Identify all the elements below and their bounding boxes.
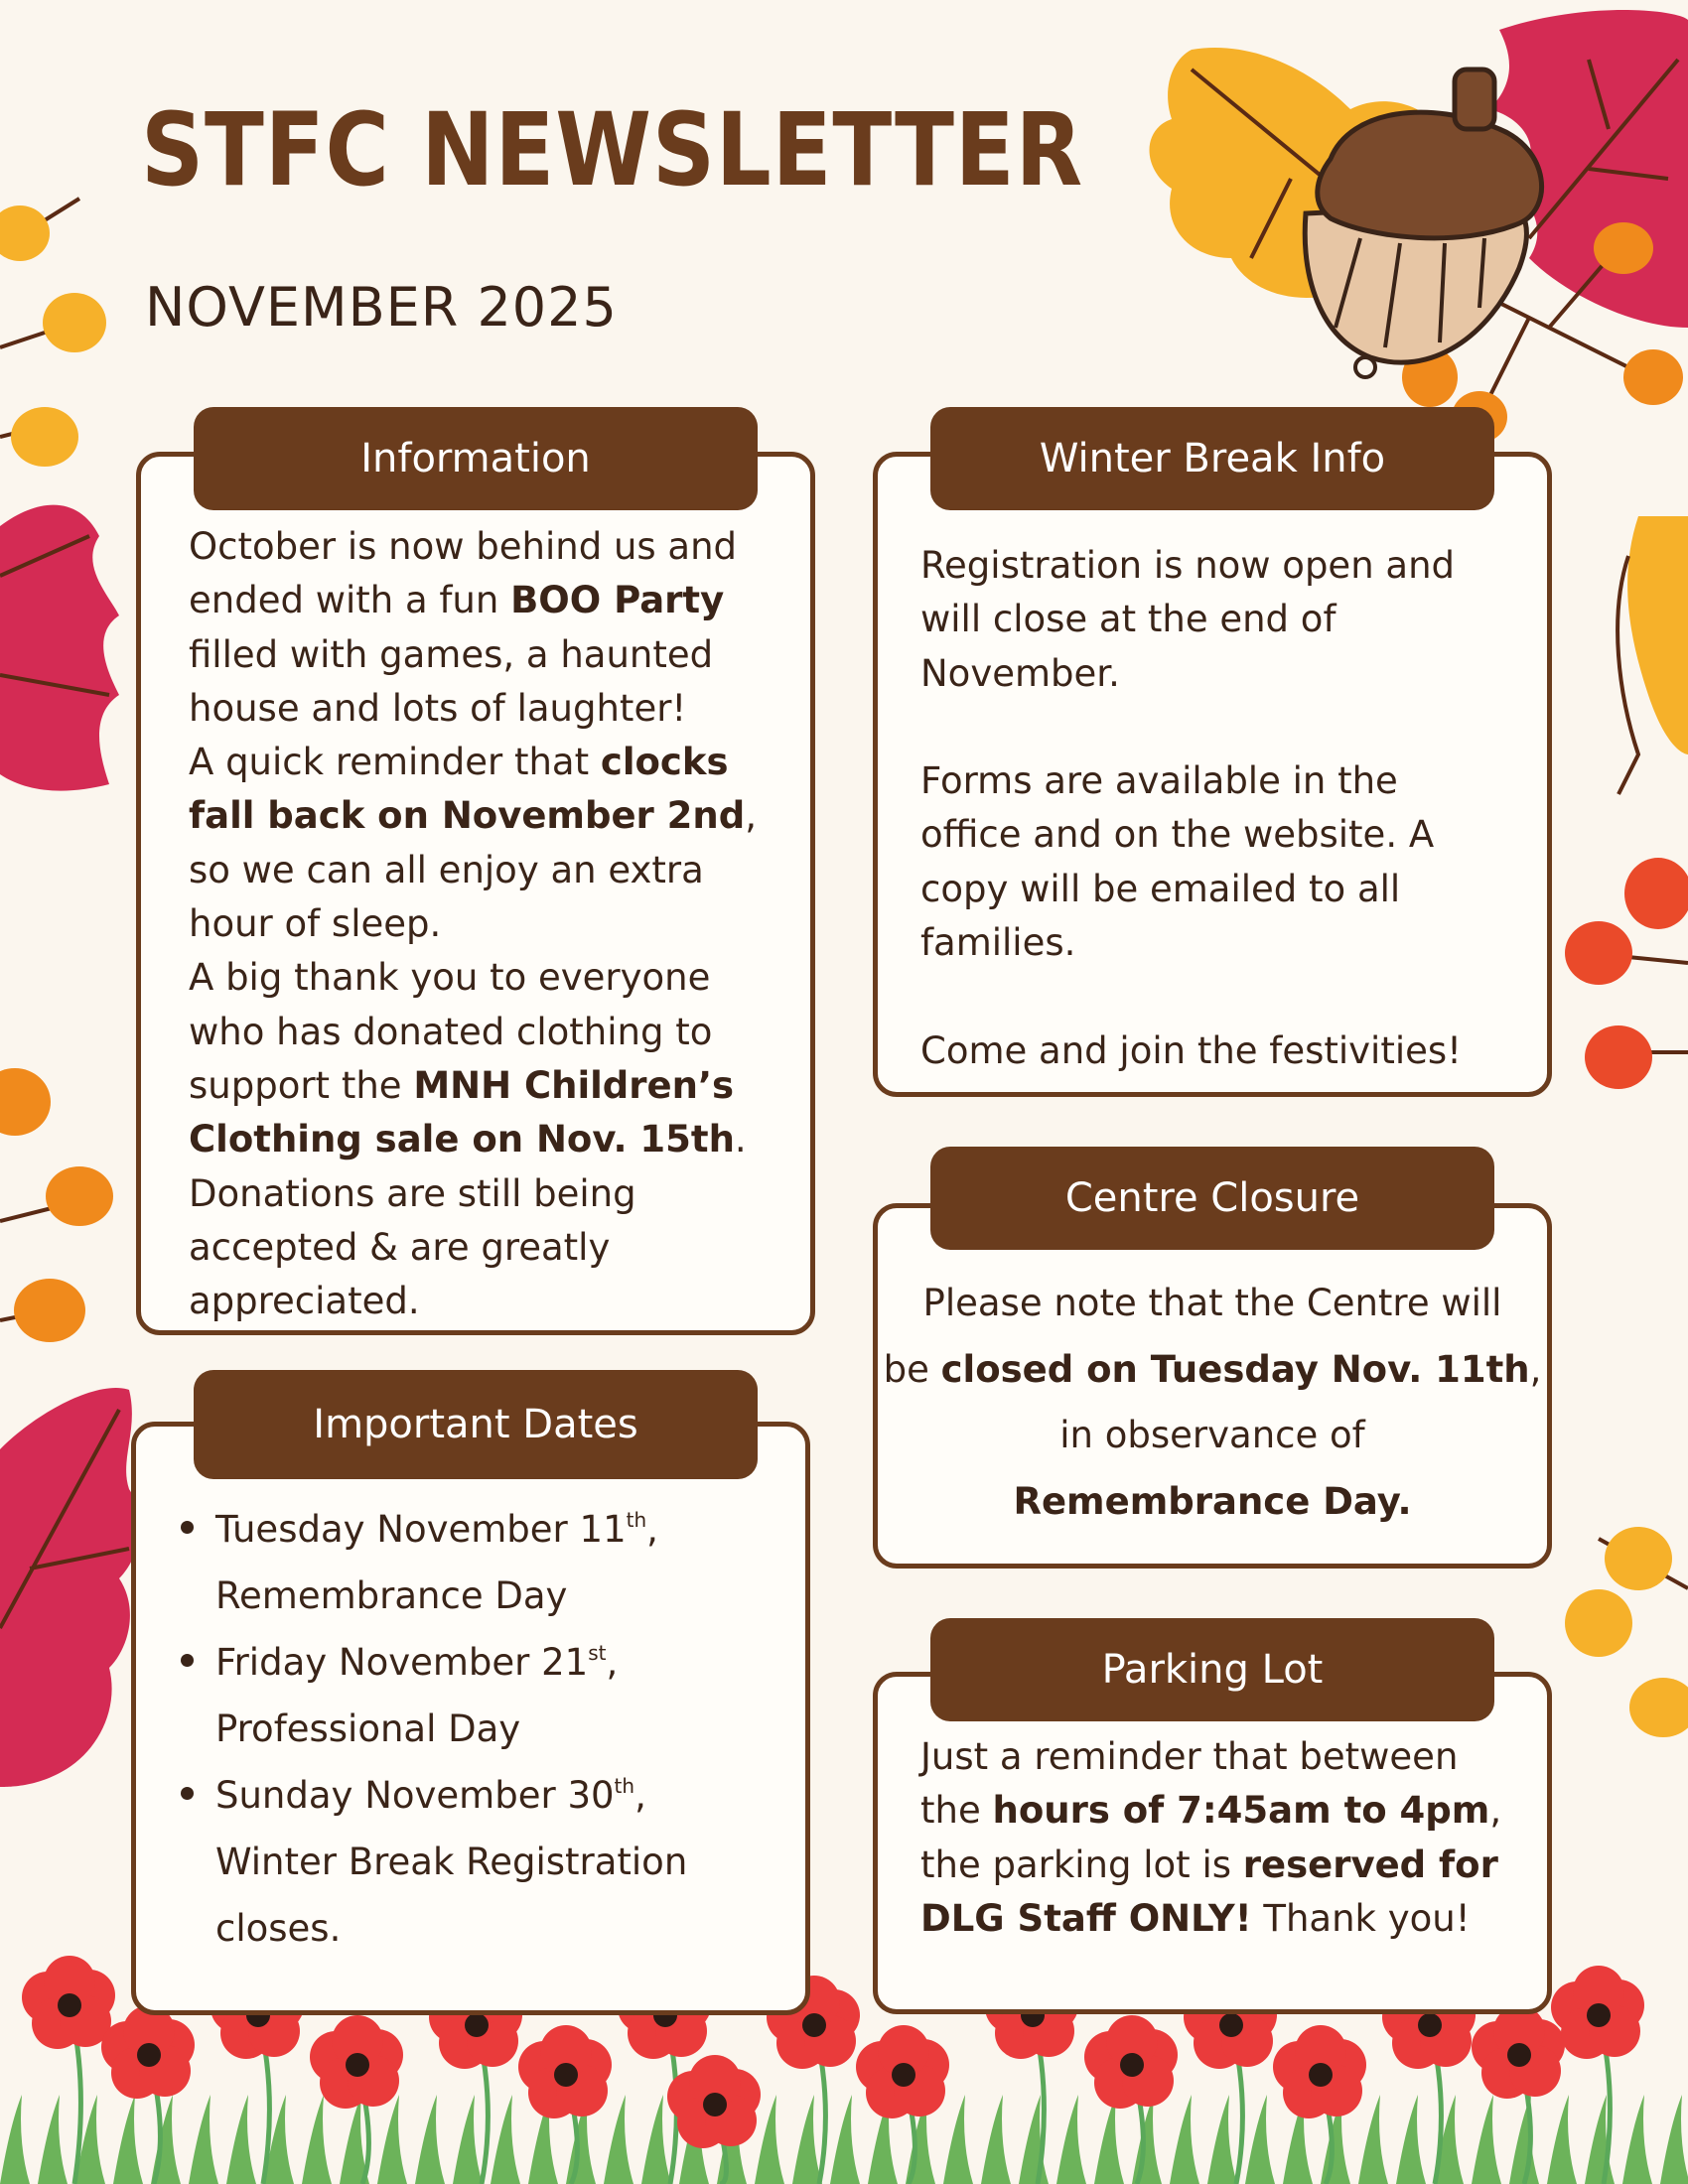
information-heading: Information	[194, 407, 758, 510]
parking-lot-text	[920, 1730, 1501, 1946]
closure-line-1: Please note that the Centre will	[922, 1282, 1502, 1324]
information-line: hour of sleep.	[189, 902, 442, 946]
date-item	[215, 1629, 687, 1762]
berry-branch-icon	[0, 199, 106, 467]
information-line: A quick reminder that clocks	[189, 741, 729, 784]
information-line: house and lots of laughter!	[189, 686, 687, 730]
date-item	[215, 1762, 687, 1962]
winter-break-line: Forms are available in the	[920, 759, 1398, 803]
oak-leaf-icon	[0, 1388, 140, 1787]
newsletter-date: NOVEMBER 2025	[145, 276, 618, 339]
winter-break-line: will close at the end of	[920, 598, 1336, 641]
winter-break-heading: Winter Break Info	[930, 407, 1494, 510]
information-line: fall back on November 2nd,	[189, 794, 758, 838]
information-line: who has donated clothing to	[189, 1010, 713, 1053]
information-line: appreciated.	[189, 1280, 420, 1323]
winter-break-line: Come and join the festivities!	[920, 1028, 1462, 1072]
parking-lot-heading: Parking Lot	[930, 1618, 1494, 1721]
date-line: Tuesday November 11th,	[215, 1508, 658, 1551]
parking-line-4: DLG Staff ONLY! Thank you!	[920, 1896, 1471, 1940]
information-line: so we can all enjoy an extra	[189, 848, 704, 891]
information-line: ended with a fun BOO Party	[189, 579, 725, 622]
winter-break-line: Registration is now open and	[920, 544, 1456, 587]
oak-leaf-icon	[0, 505, 119, 791]
oak-leaf-icon	[1618, 516, 1688, 794]
information-line: Donations are still being	[189, 1171, 636, 1215]
parking-line-2: the hours of 7:45am to 4pm,	[920, 1789, 1502, 1833]
winter-break-line: copy will be emailed to all	[920, 867, 1401, 910]
berry-branch-icon	[1565, 1527, 1688, 1737]
event-line: Winter Break Registration	[215, 1841, 688, 1883]
date-line: Sunday November 30th,	[215, 1774, 646, 1817]
information-line: support the MNH Children’s	[189, 1063, 735, 1107]
berry-branch-icon	[0, 1068, 113, 1342]
event-line: Remembrance Day	[215, 1574, 568, 1617]
winter-break-line	[920, 701, 1462, 754]
parking-line-1: Just a reminder that between	[920, 1735, 1459, 1778]
information-line: A big thank you to everyone	[189, 956, 711, 1000]
centre-closure-heading: Centre Closure	[930, 1147, 1494, 1250]
event-line: closes.	[215, 1907, 342, 1950]
information-line: filled with games, a haunted	[189, 632, 714, 676]
bullet-icon	[181, 1787, 194, 1800]
closure-line-3: in observance of	[1059, 1414, 1365, 1456]
event-line: Professional Day	[215, 1707, 521, 1750]
winter-break-line: office and on the website. A	[920, 813, 1435, 857]
information-line: October is now behind us and	[189, 525, 738, 568]
important-dates-list	[215, 1496, 687, 1962]
winter-break-line: November.	[920, 651, 1120, 695]
closure-line-2: be closed on Tuesday Nov. 11th,	[883, 1347, 1542, 1391]
bullet-icon	[181, 1654, 194, 1667]
parking-line-3: the parking lot is reserved for	[920, 1843, 1498, 1886]
information-text	[189, 520, 757, 1328]
centre-closure-text	[879, 1271, 1546, 1535]
bullet-icon	[181, 1521, 194, 1534]
newsletter-title: STFC NEWSLETTER	[141, 91, 1083, 209]
information-line: Clothing sale on Nov. 15th.	[189, 1118, 747, 1161]
date-item	[215, 1496, 687, 1629]
winter-break-line: families.	[920, 921, 1076, 965]
information-line: accepted & are greatly	[189, 1225, 611, 1269]
important-dates-heading: Important Dates	[194, 1370, 758, 1479]
berry-branch-icon	[1565, 858, 1688, 1089]
winter-break-line	[920, 970, 1462, 1024]
date-line: Friday November 21st,	[215, 1641, 619, 1684]
closure-line-4: Remembrance Day.	[1013, 1479, 1412, 1523]
winter-break-text	[920, 539, 1462, 1078]
